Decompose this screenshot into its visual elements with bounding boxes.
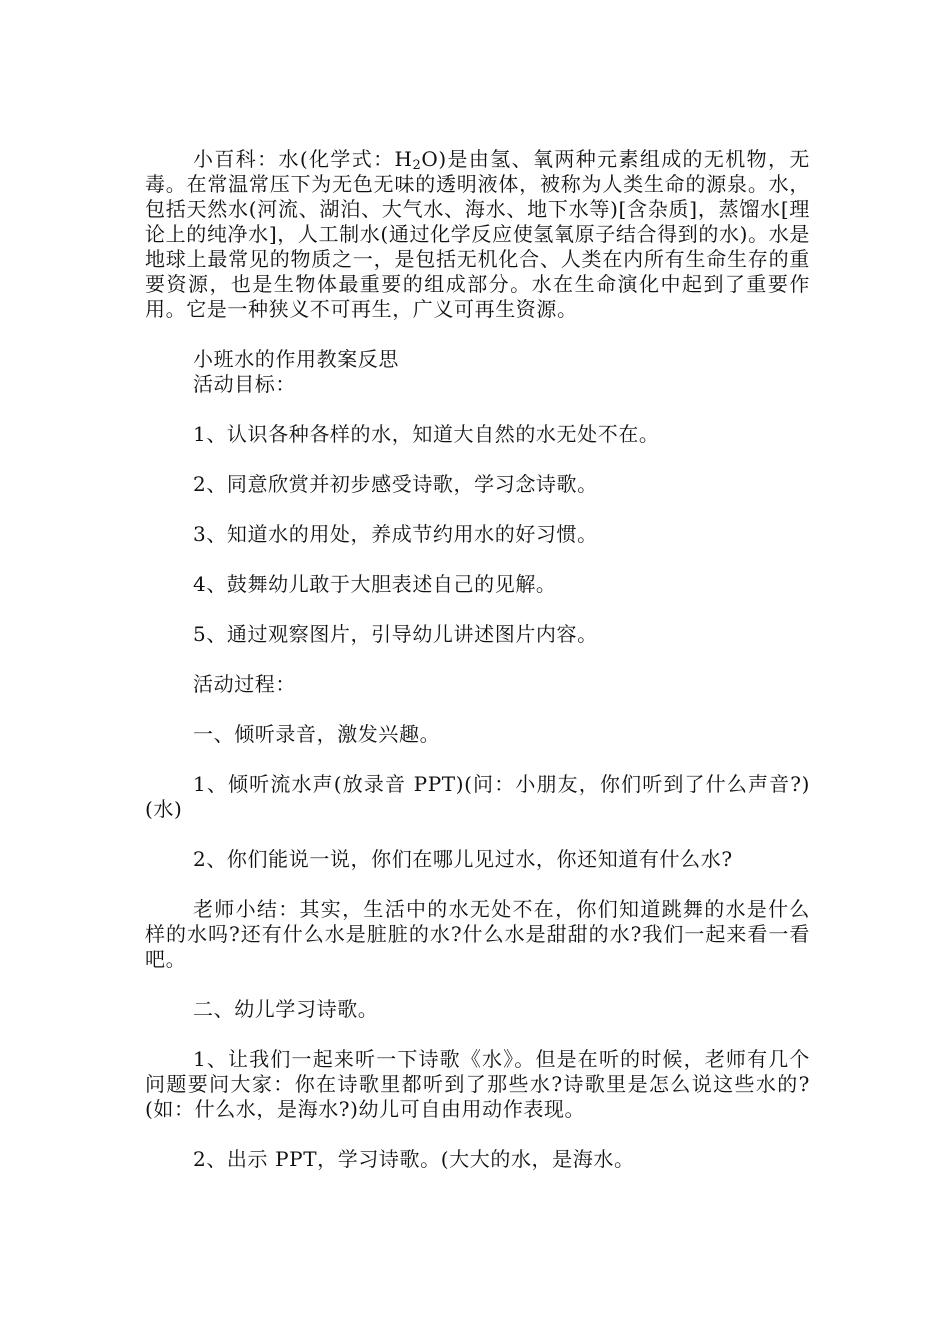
goal-item: 3、知道水的用处，养成节约用水的好习惯。 — [193, 522, 598, 546]
goal-item: 2、同意欣赏并初步感受诗歌，学习念诗歌。 — [193, 472, 598, 496]
section-item: 2、你们能说一说，你们在哪儿见过水，你还知道有什么水? — [193, 847, 733, 871]
goal-item: 1、认识各种各样的水，知道大自然的水无处不在。 — [193, 422, 660, 446]
encyclopedia-text-rest: O)是由氢、氧两种元素组成的无机物，无毒。在常温常压下为无色无味的透明液体，被称为人类生命的源泉。水，包括天然水(河流、湖泊、大气水、海水、地下水等)[含杂质]，蒸馏水[理论上的纯净水]，人工制水(通过化学反应使氢氧原子结合得到的水)。水是地球上最常见的物质之一，是包括无机化合、人类在内所有生命生存的重要资源，也是生物体最重要的组成部分。水在生命演化中起到了重要作用。它是一种狭义不可再生，广义可再生资源。 — [145, 147, 810, 321]
goal-item: 4、鼓舞幼儿敢于大胆表述自己的见解。 — [193, 572, 557, 596]
section-item: 1、让我们一起来听一下诗歌《水》。但是在听的时候，老师有几个问题要问大家：你在诗歌里都听到了那些水?诗歌里是怎么说这些水的?(如：什么水，是海水?)幼儿可自由用动作表现。 — [145, 1047, 810, 1121]
encyclopedia-paragraph — [145, 147, 810, 322]
subscript-two: 2 — [412, 158, 422, 173]
section-item: 2、出示 PPT，学习诗歌。(大大的水，是海水。 — [193, 1147, 635, 1171]
process-heading: 活动过程： — [193, 672, 296, 696]
document-title: 小班水的作用教案反思 — [193, 347, 399, 371]
goals-heading: 活动目标： — [193, 372, 296, 396]
teacher-summary: 老师小结：其实，生活中的水无处不在，你们知道跳舞的水是什么样的水吗?还有什么水是脏脏的水?什么水是甜甜的水?我们一起来看一看吧。 — [145, 897, 810, 971]
goal-item: 5、通过观察图片，引导幼儿讲述图片内容。 — [193, 622, 598, 646]
section-heading: 一、倾听录音，激发兴趣。 — [193, 722, 441, 746]
encyclopedia-text-start: 小百科：水(化学式：H — [193, 147, 413, 171]
section-item: 1、倾听流水声(放录音 PPT)(问：小朋友，你们听到了什么声音?)(水) — [145, 772, 810, 821]
document-body — [145, 147, 810, 1172]
section-heading: 二、幼儿学习诗歌。 — [193, 997, 379, 1021]
